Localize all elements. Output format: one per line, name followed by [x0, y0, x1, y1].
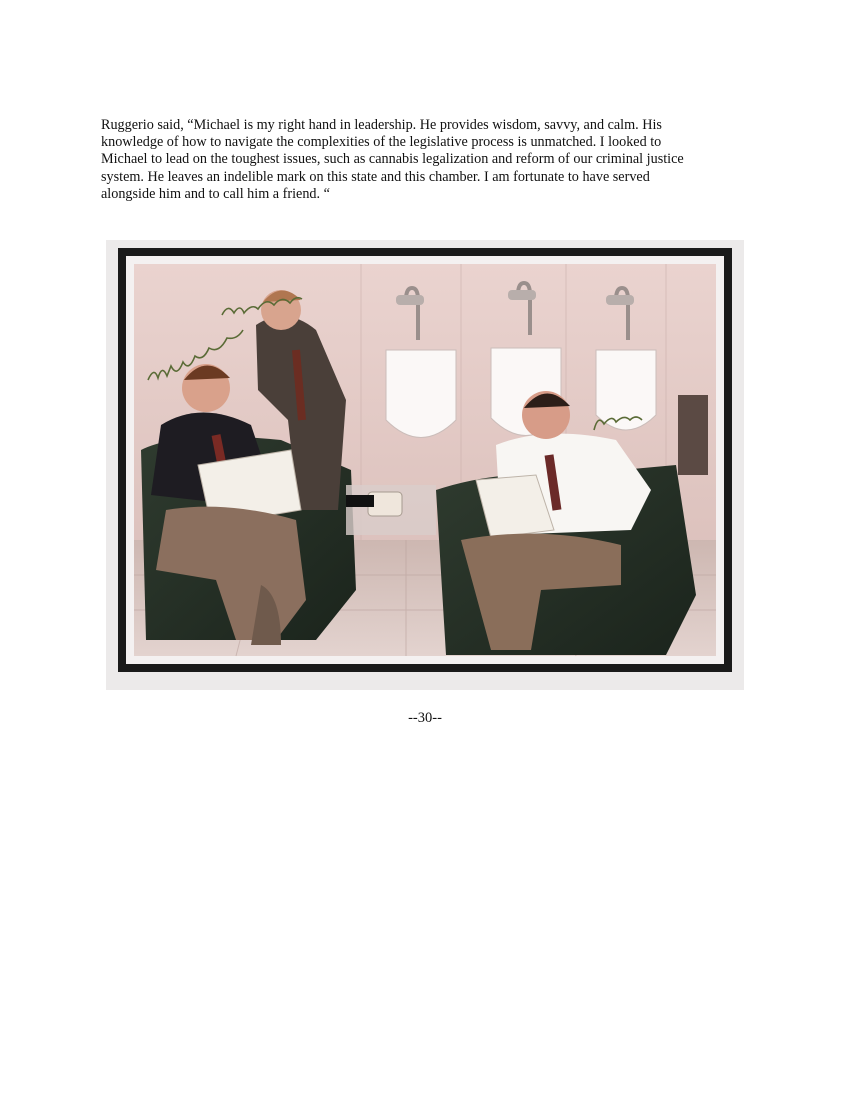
quote-line: alongside him and to call him a friend. “ [101, 185, 330, 202]
quote-line: Ruggerio said, “Michael is my right hand in leadership. He provides wisdom, savvy, and calm. His [101, 117, 662, 133]
photo-illustration [106, 240, 744, 690]
quote-paragraph [101, 117, 751, 203]
framed-photograph [106, 240, 744, 690]
quote-line: knowledge of how to navigate the complexities of the legislative process is unmatched. I looked to [101, 134, 662, 151]
quote-line: system. He leaves an indelible mark on this state and this chamber. I am fortunate to have served [101, 168, 650, 185]
page-number: --30-- [408, 710, 442, 726]
radiator [678, 395, 708, 475]
quote-line: Michael to lead on the toughest issues, such as cannabis legalization and reform of our criminal justice [101, 151, 684, 168]
